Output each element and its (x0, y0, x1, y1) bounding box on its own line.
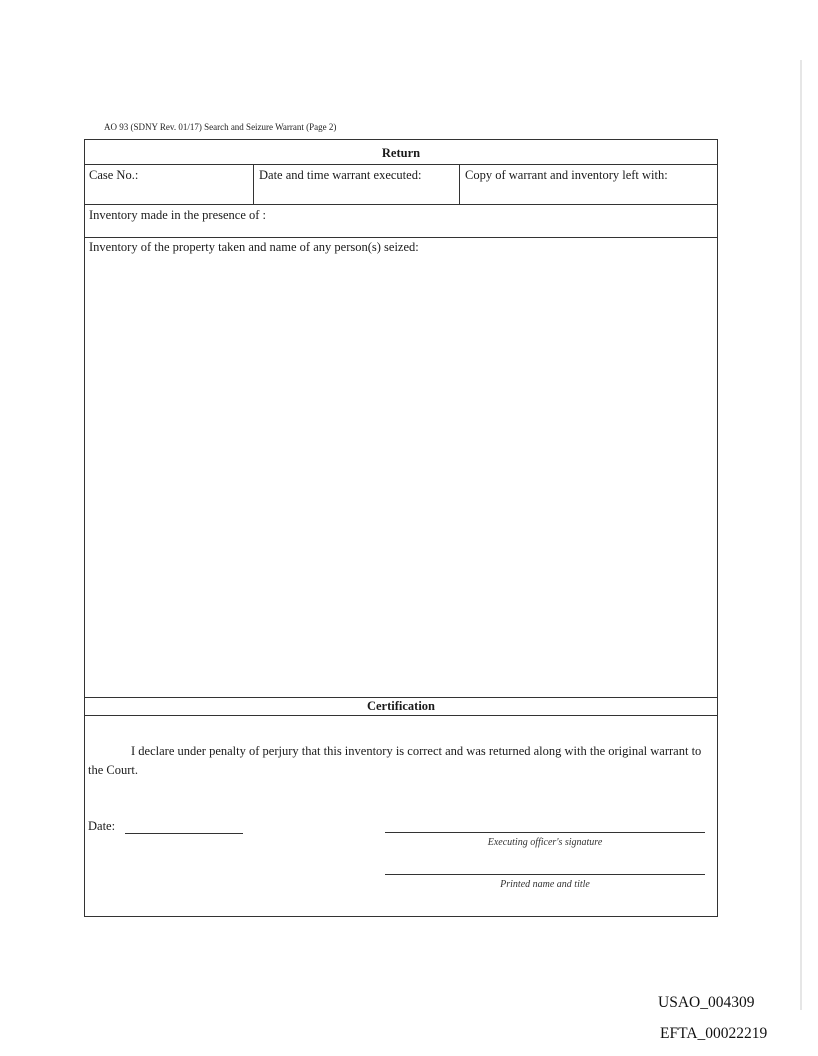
date-line (125, 833, 243, 834)
date-label: Date: (88, 819, 116, 833)
divider (85, 697, 717, 698)
printed-name-title-caption: Printed name and title (500, 879, 590, 890)
copy-left-with-label: Copy of warrant and inventory left with: (465, 168, 668, 182)
bates-efta: EFTA_00022219 (660, 1025, 768, 1042)
divider (85, 715, 717, 716)
divider (85, 204, 717, 205)
return-title: Return (381, 146, 421, 160)
divider (85, 237, 717, 238)
bates-usao: USAO_004309 (658, 994, 755, 1011)
certification-title: Certification (366, 699, 436, 713)
page-edge-shadow (800, 60, 802, 1010)
warrant-return-form (84, 139, 718, 917)
case-number-label: Case No.: (89, 168, 139, 182)
divider (85, 164, 717, 165)
form-identifier: AO 93 (SDNY Rev. 01/17) Search and Seizure Warrant (Page 2) (104, 122, 337, 132)
divider (253, 164, 254, 204)
divider (459, 164, 460, 204)
signature-line (385, 832, 705, 833)
date-time-executed-label: Date and time warrant executed: (259, 168, 422, 182)
certification-declaration: I declare under penalty of perjury that this inventory is correct and was returned along with the original warrant to the Court. (88, 744, 702, 777)
executing-officer-signature-caption: Executing officer's signature (487, 837, 603, 848)
inventory-presence-label: Inventory made in the presence of : (89, 208, 267, 222)
inventory-property-label: Inventory of the property taken and name of any person(s) seized: (89, 240, 419, 254)
printed-name-line (385, 874, 705, 875)
